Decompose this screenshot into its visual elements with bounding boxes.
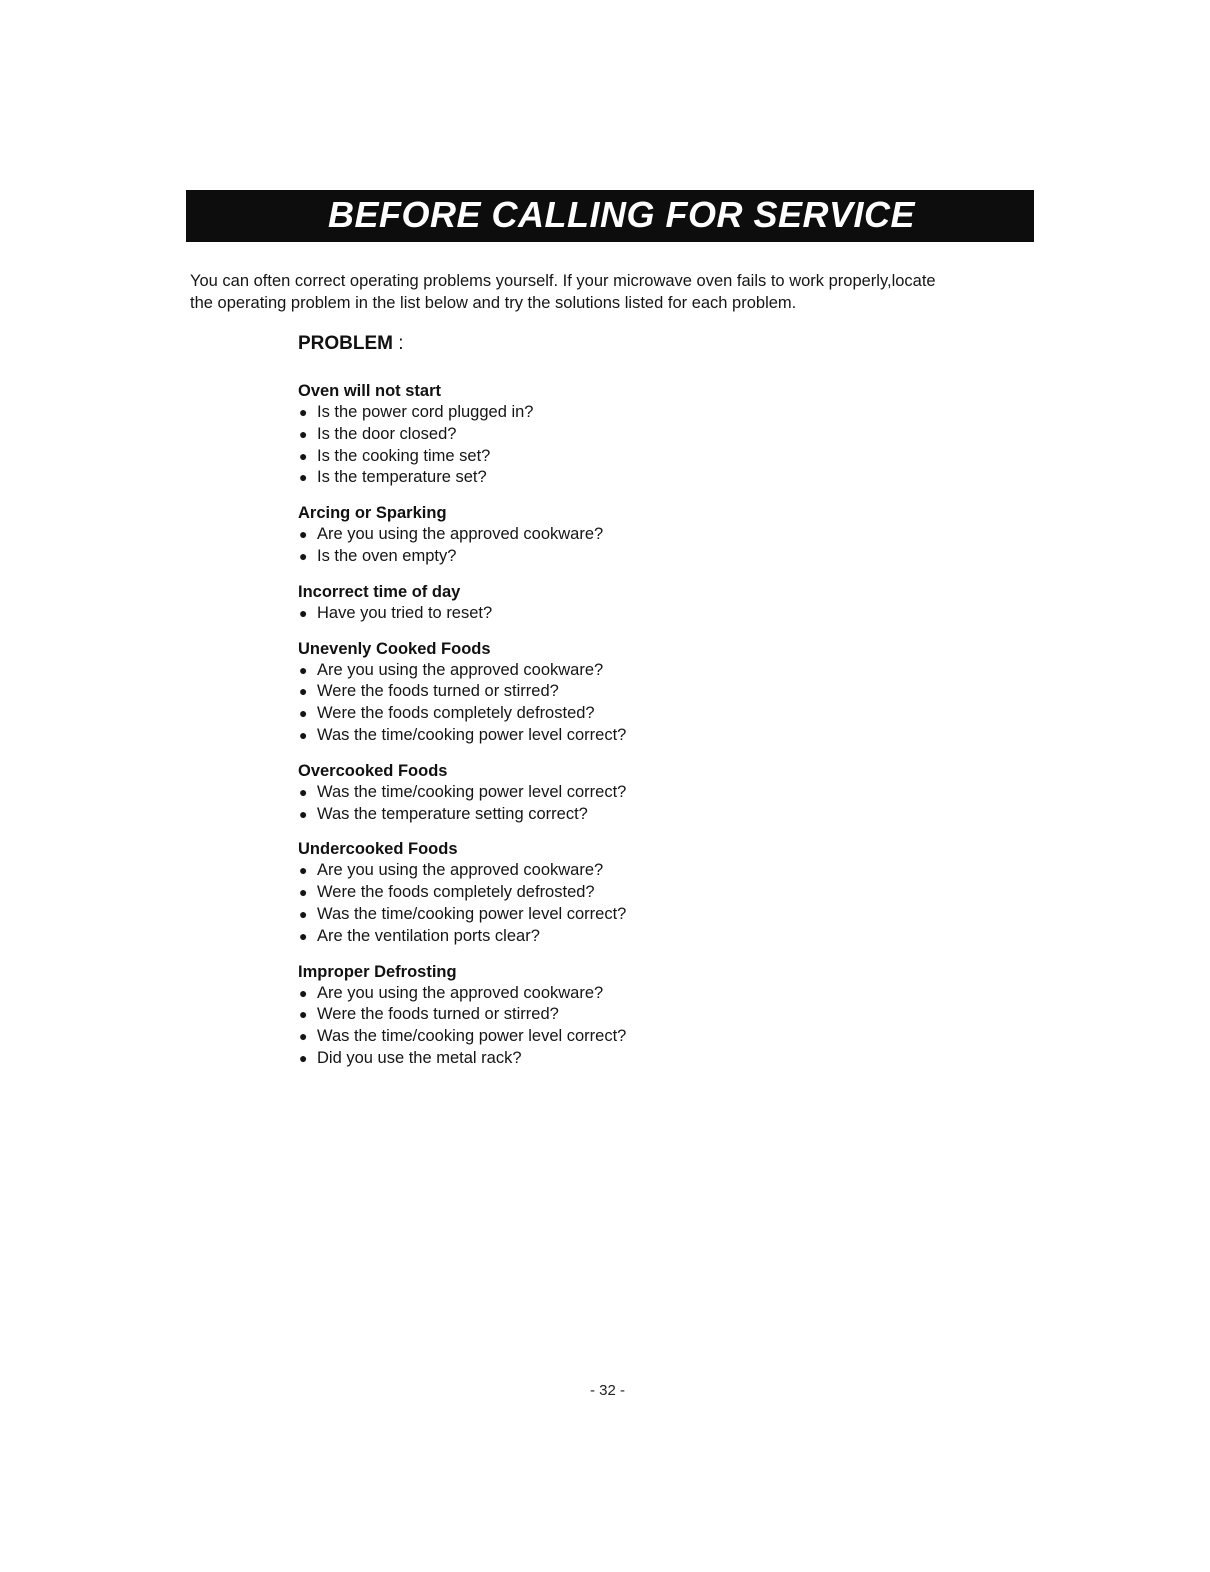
bullet-icon: ● (299, 683, 308, 700)
solution-item (298, 703, 898, 725)
bullet-icon: ● (299, 1006, 308, 1023)
solution-item (298, 1048, 898, 1070)
page-title: BEFORE CALLING FOR SERVICE (328, 194, 916, 235)
solution-item-text: Are you using the approved cookware? (317, 525, 604, 544)
solution-item-text: Are the ventilation ports clear? (317, 926, 540, 945)
solution-item (298, 904, 898, 926)
problem-section-title: Oven will not start (298, 382, 442, 400)
problem-section (298, 961, 898, 1070)
solution-item (298, 804, 898, 826)
solution-item (298, 467, 898, 489)
solution-item (298, 660, 898, 682)
bullet-icon: ● (299, 469, 308, 486)
problem-section (298, 380, 898, 489)
problem-section (298, 581, 898, 625)
bullet-icon: ● (299, 927, 308, 944)
problem-heading (298, 330, 898, 358)
problem-sections (298, 380, 898, 1070)
solution-item-text: Were the foods completely defrosted? (317, 704, 595, 723)
solution-item (298, 1004, 898, 1026)
solution-item-text: Are you using the approved cookware? (317, 983, 604, 1002)
solution-item (298, 546, 898, 568)
solution-item (298, 882, 898, 904)
solution-item-text: Is the cooking time set? (317, 446, 491, 465)
problem-section-title: Incorrect time of day (298, 582, 461, 601)
bullet-icon: ● (299, 705, 308, 722)
bullet-icon: ● (299, 526, 308, 543)
solution-item (298, 402, 898, 424)
solution-list (298, 524, 898, 568)
bullet-icon: ● (299, 604, 308, 621)
solution-item-text: Was the temperature setting correct? (317, 804, 588, 823)
problem-section-title: Overcooked Foods (298, 761, 448, 780)
solution-item-text: Is the power cord plugged in? (317, 403, 534, 421)
problem-section (298, 838, 898, 947)
problem-heading-label: PROBLEM (298, 333, 393, 354)
intro-paragraph (190, 270, 1050, 314)
bullet-icon: ● (299, 862, 308, 879)
solution-item-text: Was the time/cooking power level correct? (317, 725, 627, 744)
solution-item-text: Were the foods completely defrosted? (317, 883, 595, 902)
title-banner (186, 190, 1034, 242)
bullet-icon: ● (299, 905, 308, 922)
bullet-icon: ● (299, 1049, 308, 1066)
intro-line-1: You can often correct operating problems yourself. If your microwave oven fails to work properly,locate (190, 272, 936, 290)
solution-list (298, 402, 898, 489)
solution-list (298, 782, 898, 826)
solution-item-text: Did you use the metal rack? (317, 1048, 522, 1067)
solution-item-text: Was the time/cooking power level correct? (317, 904, 627, 923)
problem-list-container (298, 330, 898, 1083)
bullet-icon: ● (299, 783, 308, 800)
problem-section-title: Improper Defrosting (298, 962, 457, 981)
solution-item-text: Was the time/cooking power level correct? (317, 1027, 627, 1046)
solution-item-text: Were the foods turned or stirred? (317, 1005, 559, 1024)
solution-item (298, 446, 898, 468)
bullet-icon: ● (299, 425, 308, 442)
solution-item (298, 524, 898, 546)
solution-item (298, 860, 898, 882)
intro-line-2: the operating problem in the list below and try the solutions listed for each problem. (190, 294, 797, 312)
bullet-icon: ● (299, 447, 308, 464)
solution-item (298, 782, 898, 804)
solution-item (298, 1026, 898, 1048)
problem-section (298, 760, 898, 826)
problem-section-title: Undercooked Foods (298, 840, 458, 859)
solution-item (298, 725, 898, 747)
solution-list (298, 860, 898, 947)
solution-item-text: Are you using the approved cookware? (317, 861, 604, 880)
bullet-icon: ● (299, 547, 308, 564)
problem-section-title: Arcing or Sparking (298, 504, 447, 523)
solution-item-text: Are you using the approved cookware? (317, 660, 604, 679)
solution-item-text: Were the foods turned or stirred? (317, 682, 559, 701)
solution-item (298, 983, 898, 1005)
solution-item-text: Is the oven empty? (317, 546, 457, 565)
solution-list (298, 603, 898, 625)
solution-item-text: Is the door closed? (317, 424, 457, 443)
bullet-icon: ● (299, 805, 308, 822)
solution-item-text: Is the temperature set? (317, 468, 487, 487)
solution-item (298, 424, 898, 446)
bullet-icon: ● (299, 661, 308, 678)
solution-item (298, 926, 898, 948)
problem-section (298, 502, 898, 568)
bullet-icon: ● (299, 1028, 308, 1045)
bullet-icon: ● (299, 884, 308, 901)
problem-section-title: Unevenly Cooked Foods (298, 639, 491, 658)
solution-item (298, 603, 898, 625)
problem-heading-colon: : (398, 333, 404, 354)
solution-list (298, 983, 898, 1070)
bullet-icon: ● (299, 726, 308, 743)
bullet-icon: ● (299, 984, 308, 1001)
solution-item (298, 681, 898, 703)
problem-section (298, 638, 898, 747)
page-number: - 32 - (590, 1382, 626, 1399)
solution-list (298, 660, 898, 747)
solution-item-text: Was the time/cooking power level correct? (317, 782, 627, 801)
bullet-icon: ● (299, 404, 308, 420)
solution-item-text: Have you tried to reset? (317, 603, 493, 622)
